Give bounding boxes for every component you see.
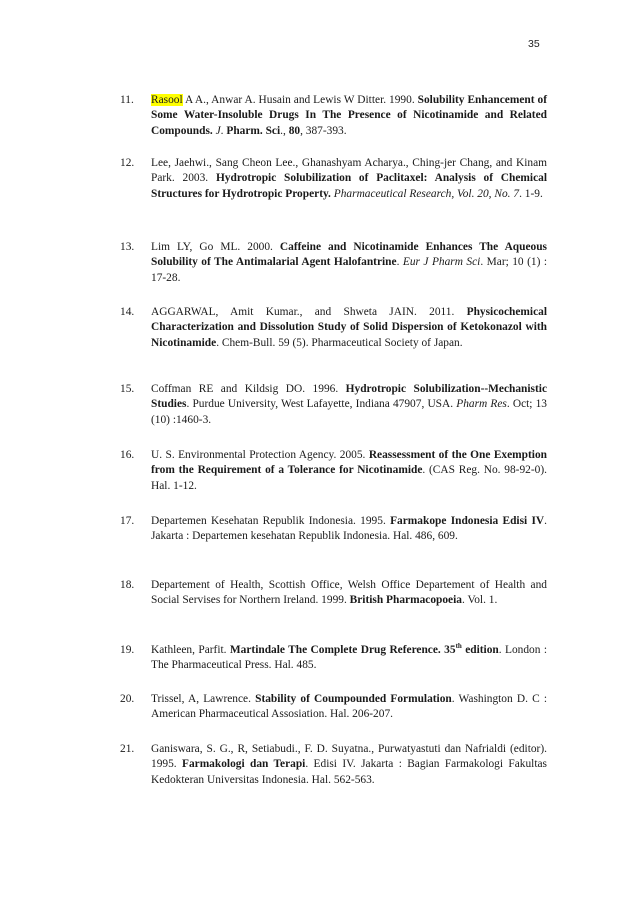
reference-fragment: Farmakope Indonesia Edisi IV	[390, 515, 545, 527]
reference-number: 11.	[120, 94, 134, 106]
reference-fragment: . Jakarta : Departemen kesehatan Republik Indonesia. Hal. 486, 609.	[151, 515, 547, 543]
reference-fragment: Kathleen, Parfit.	[151, 644, 230, 656]
reference-fragment: Departement of Health, Scottish Office, Welsh Office Departement of Health and Social Servises for Northern Ireland. 1999.	[151, 579, 547, 607]
reference-fragment: Pharm. Sci	[226, 124, 281, 137]
reference-fragment: .,	[280, 124, 289, 137]
reference-text	[151, 742, 547, 788]
reference-fragment: J	[215, 124, 221, 137]
reference-number: 21.	[120, 743, 135, 755]
reference-fragment: Trissel, A, Lawrence.	[151, 693, 256, 705]
reference-fragment: AGGARWAL, Amit Kumar., and Shweta JAIN. 2011.	[151, 306, 467, 318]
reference-fragment: . 1-9.	[519, 187, 543, 200]
reference-fragment: .	[396, 256, 403, 269]
reference-text	[151, 578, 547, 609]
reference-number: 14.	[120, 306, 135, 318]
reference-fragment: Lee, Jaehwi., Sang Cheon Lee., Ghanashyam Acharya., Ching-jer Chang, and Kinam Park. 2003.	[151, 157, 547, 185]
reference-fragment: . Washington D. C : American Pharmaceutical Assosiation. Hal. 206-207.	[151, 693, 547, 721]
reference-text	[151, 93, 547, 139]
reference-number: 17.	[120, 515, 135, 527]
reference-fragment: Pharm Res	[456, 398, 507, 411]
reference-fragment: . London : The Pharmaceutical Press. Hal. 485.	[151, 644, 547, 672]
reference-fragment: . Edisi IV. Jakarta : Bagian Farmakologi Fakultas Kedokteran Universitas Indonesia. Hal. 562-563.	[151, 758, 547, 786]
reference-number: 15.	[120, 383, 135, 395]
reference-number: 16.	[120, 449, 135, 461]
reference-fragment: 80	[288, 124, 301, 137]
reference-fragment: Ganiswara, S. G., R, Setiabudi., F. D. Suyatna., Purwatyastuti dan Nafrialdi (editor). 1995.	[151, 743, 547, 771]
reference-fragment: . Vol. 1.	[461, 594, 498, 607]
reference-fragment: Martindale The Complete Drug Reference. 35	[229, 644, 456, 656]
reference-number: 18.	[120, 579, 135, 591]
reference-fragment: , 387-393.	[300, 124, 347, 137]
reference-fragment: . Mar; 10 (1) : 17-28.	[151, 256, 547, 284]
reference-text	[151, 643, 547, 674]
reference-fragment: Eur J Pharm Sci	[402, 256, 481, 269]
reference-fragment: .	[220, 124, 227, 137]
reference-fragment: Departemen Kesehatan Republik Indonesia. 1995.	[151, 515, 391, 527]
reference-text	[151, 382, 547, 428]
reference-fragment: Lim LY, Go ML. 2000.	[151, 241, 280, 253]
reference-fragment: British Pharmacopoeia	[349, 594, 462, 607]
reference-fragment: Hydrotropic Solubilization--Mechanistic Studies	[151, 383, 548, 411]
reference-fragment: Reassessment of the One Exemption from the Requirement of a Tolerance for Nicotinamide	[151, 449, 547, 477]
reference-fragment: . Oct; 13 (10) :1460-3.	[151, 398, 547, 426]
reference-fragment: th	[455, 642, 462, 651]
reference-number: 19.	[120, 644, 135, 656]
reference-fragment: edition	[461, 644, 499, 656]
reference-fragment: Stability of Coumpounded Formulation	[255, 693, 452, 705]
reference-fragment: Farmakologi dan Terapi	[181, 758, 306, 771]
reference-number: 12.	[120, 157, 135, 169]
page-number: 35	[528, 38, 540, 50]
reference-text	[151, 514, 547, 545]
highlighted-text: Rasool	[151, 94, 183, 106]
reference-fragment: . Chem-Bull. 59 (5). Pharmaceutical Society of Japan.	[216, 336, 463, 349]
reference-text	[151, 156, 547, 202]
reference-fragment: Physicochemical Characterization and Dissolution Study of Solid Dispersion of Ketokonazol with Nicotinamide	[151, 306, 547, 349]
reference-fragment: . (CAS Reg. No. 98-92-0). Hal. 1-12.	[151, 464, 547, 492]
reference-fragment: A A., Anwar A. Husain and Lewis W Ditter. 1990.	[182, 94, 418, 106]
reference-number: 20.	[120, 693, 135, 705]
reference-fragment: . Purdue University, West Lafayette, Indiana 47907, USA.	[186, 398, 457, 411]
reference-fragment: Caffeine and Nicotinamide Enhances The Aqueous Solubility of The Antimalarial Agent Halofantrine	[151, 241, 547, 269]
reference-fragment: Hydrotropic Solubilization of Paclitaxel: Analysis of Chemical Structures for Hydrotropic Property.	[151, 172, 547, 200]
reference-fragment: U. S. Environmental Protection Agency. 2005.	[151, 449, 369, 461]
reference-fragment: Pharmaceutical Research, Vol. 20, No. 7	[333, 187, 520, 200]
reference-text	[151, 305, 547, 351]
reference-fragment: Coffman RE and Kildsig DO. 1996.	[151, 383, 346, 395]
reference-text	[151, 692, 547, 723]
reference-fragment: Solubility Enhancement of Some Water-Insoluble Drugs In The Presence of Nicotinamide and Related Compounds.	[151, 94, 547, 137]
reference-text	[151, 240, 547, 286]
reference-text	[151, 448, 547, 494]
reference-number: 13.	[120, 241, 135, 253]
